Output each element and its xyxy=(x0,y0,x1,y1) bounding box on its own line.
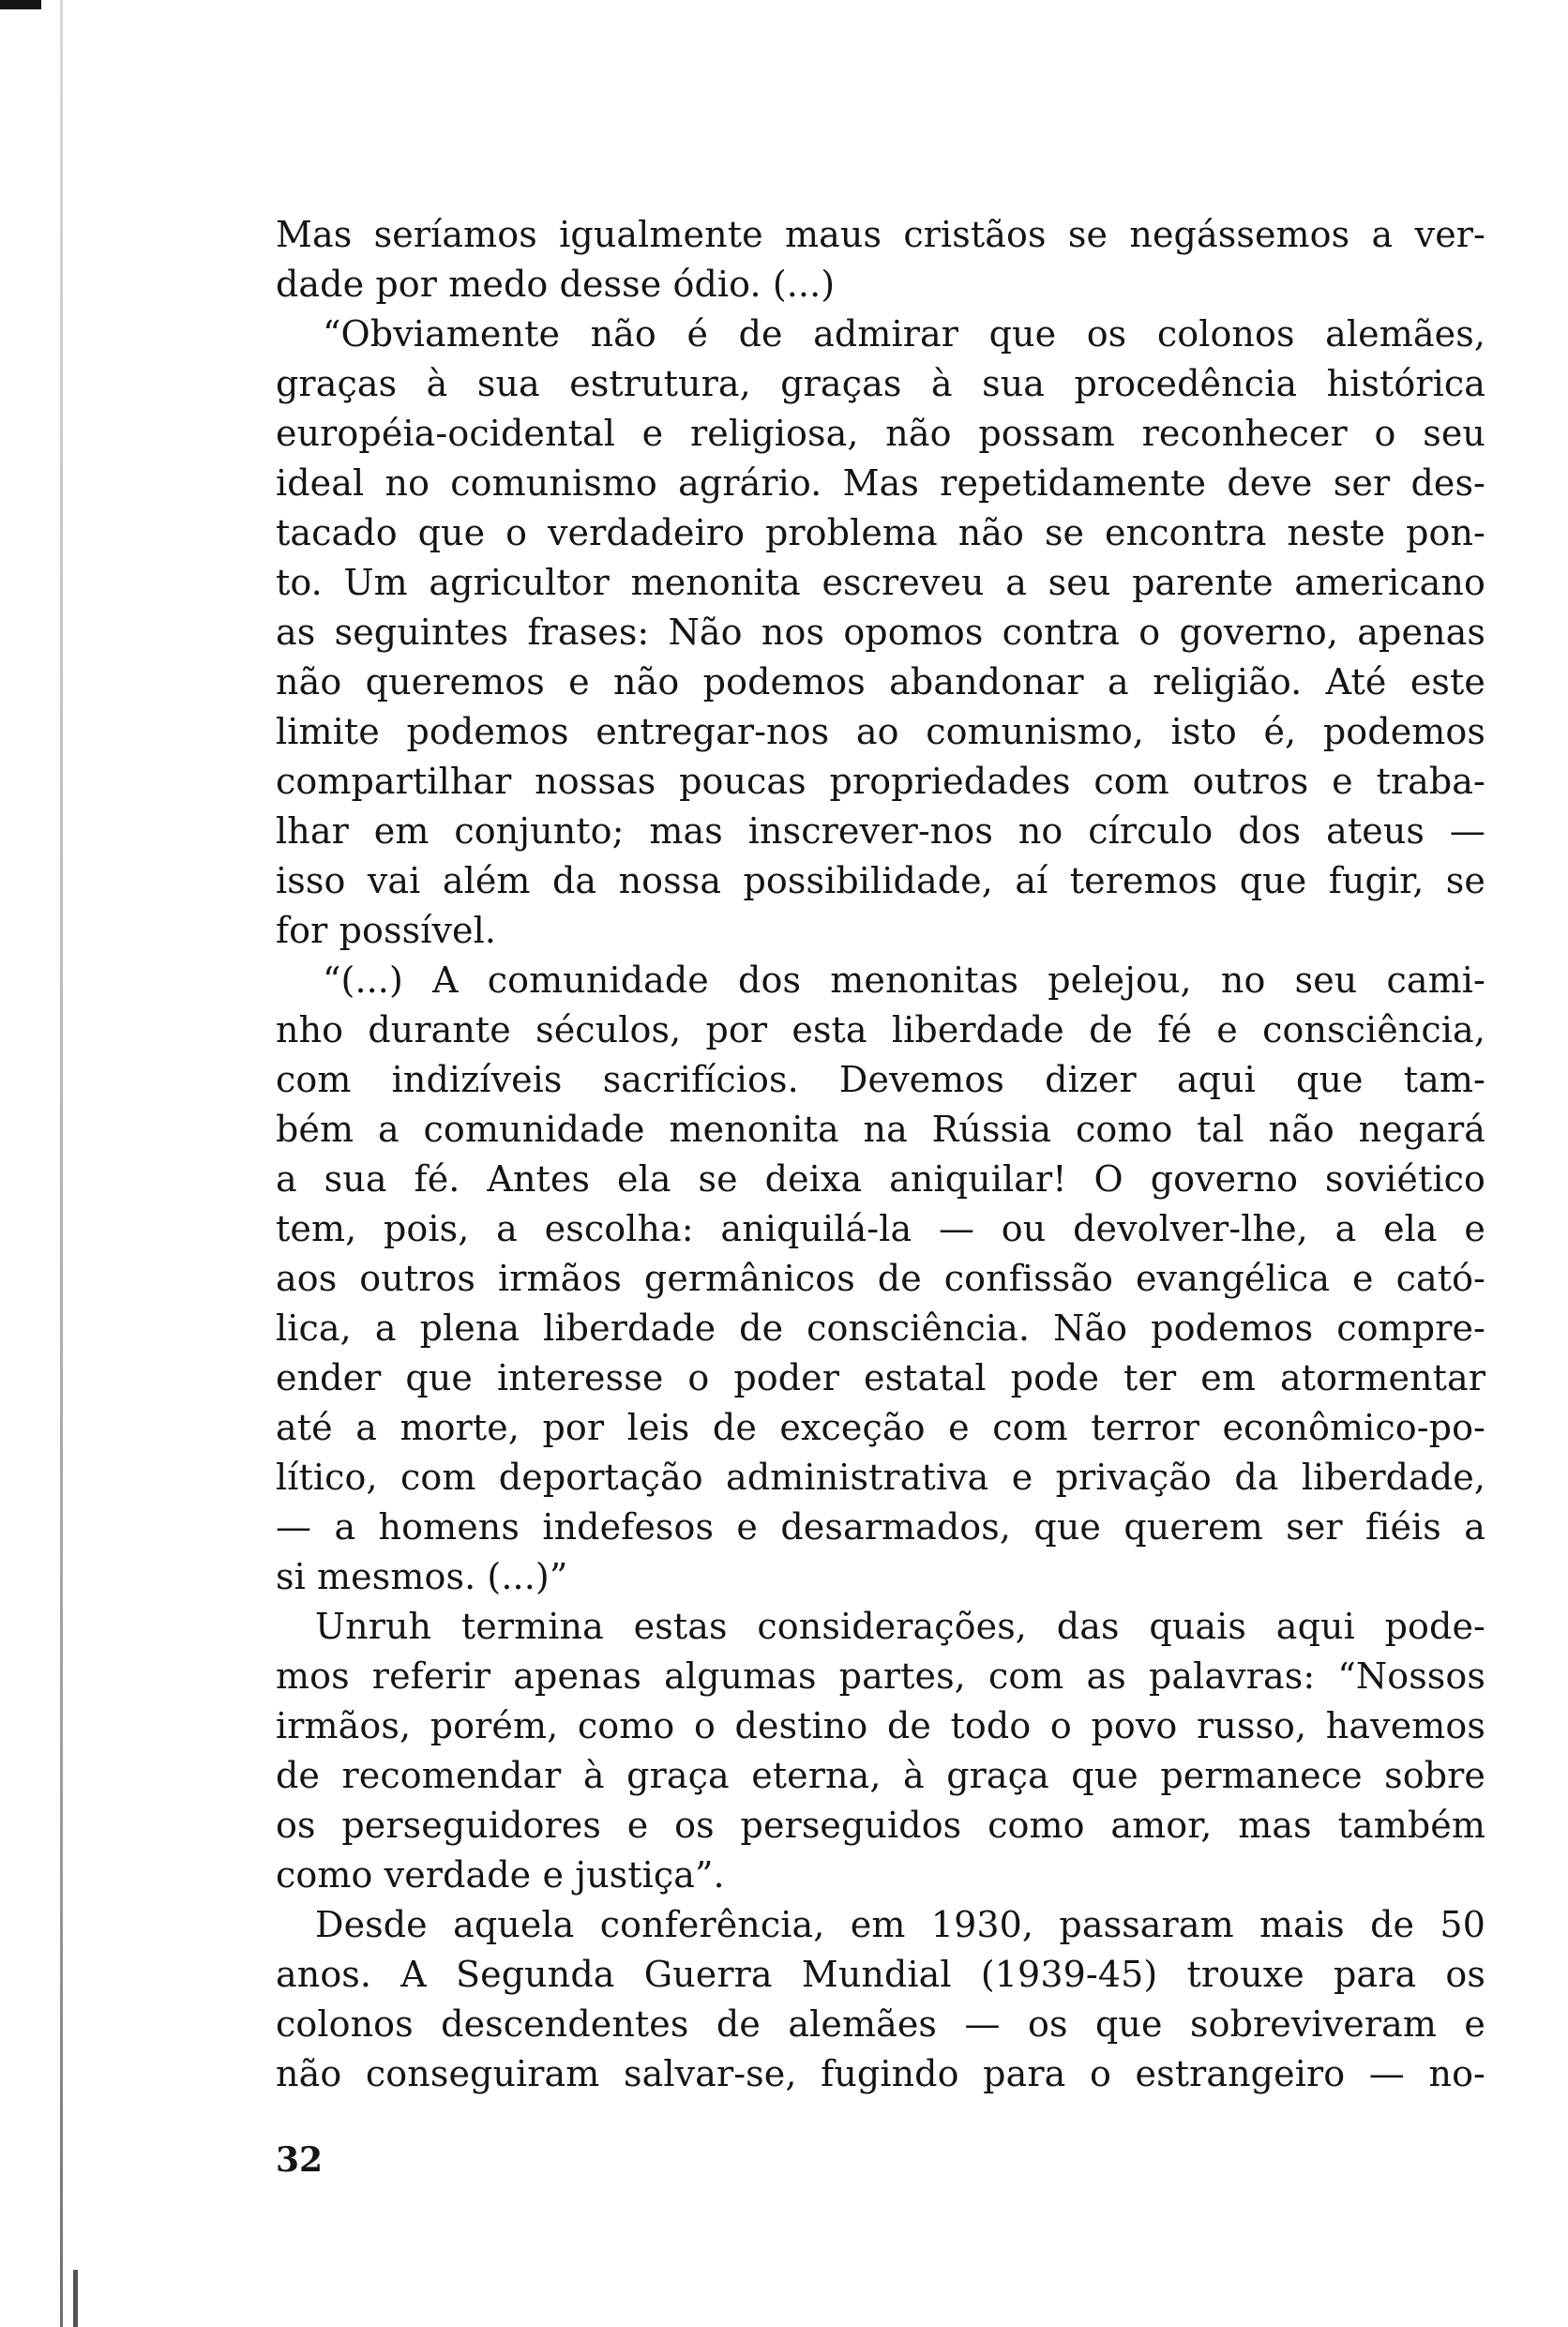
text-line: to. Um agricultor menonita escreveu a seu parente americano xyxy=(276,562,1485,603)
text-line: as seguintes frases: Não nos opomos contra o governo, apenas xyxy=(276,612,1485,653)
text-line: tem, pois, a escolha: aniquilá-la — ou devolver-lhe, a ela e xyxy=(276,1208,1485,1249)
text-line: for possível. xyxy=(276,910,497,951)
text-line: irmãos, porém, como o destino de todo o povo russo, havemos xyxy=(276,1705,1485,1746)
text-line: bém a comunidade menonita na Rússia como tal não negará xyxy=(276,1109,1485,1150)
text-line: Unruh termina estas considerações, das quais aqui pode- xyxy=(315,1606,1485,1647)
text-line: os perseguidores e os perseguidos como amor, mas também xyxy=(276,1805,1485,1846)
book-spine-shadow xyxy=(60,0,63,2327)
page-body-text xyxy=(276,210,1485,2099)
text-line: isso vai além da nossa possibilidade, aí teremos que fugir, se xyxy=(276,860,1485,901)
page-number: 32 xyxy=(276,2140,324,2180)
text-line: a sua fé. Antes ela se deixa aniquilar! O governo soviético xyxy=(276,1158,1485,1200)
text-line: de recomendar à graça eterna, à graça que permanece sobre xyxy=(276,1755,1485,1796)
scan-edge-mark xyxy=(0,0,41,9)
book-spine-edge xyxy=(73,2270,78,2327)
text-line: não conseguiram salvar-se, fugindo para o estrangeiro — no- xyxy=(276,2053,1485,2094)
text-line: ideal no comunismo agrário. Mas repetidamente deve ser des- xyxy=(276,462,1485,504)
text-line: lica, a plena liberdade de consciência. Não podemos compre- xyxy=(276,1307,1485,1349)
text-line: tacado que o verdadeiro problema não se encontra neste pon- xyxy=(276,512,1485,553)
text-line: até a morte, por leis de exceção e com terror econômico-po- xyxy=(276,1407,1485,1448)
text-line: compartilhar nossas poucas propriedades com outros e traba- xyxy=(276,761,1485,802)
text-line: não queremos e não podemos abandonar a religião. Até este xyxy=(276,661,1485,703)
text-line: com indizíveis sacrifícios. Devemos dizer aqui que tam- xyxy=(276,1059,1485,1100)
text-line: Desde aquela conferência, em 1930, passaram mais de 50 xyxy=(315,1904,1485,1945)
text-line: ender que interesse o poder estatal pode ter em atormentar xyxy=(276,1357,1485,1398)
text-line: “Obviamente não é de admirar que os colonos alemães, xyxy=(323,313,1485,355)
text-line: — a homens indefesos e desarmados, que querem ser fiéis a xyxy=(276,1506,1485,1548)
text-line: européia-ocidental e religiosa, não possam reconhecer o seu xyxy=(276,413,1485,454)
text-line: lítico, com deportação administrativa e privação da liberdade, xyxy=(276,1457,1485,1498)
text-line: aos outros irmãos germânicos de confissão evangélica e cató- xyxy=(276,1258,1485,1299)
text-line: graças à sua estrutura, graças à sua procedência histórica xyxy=(276,363,1485,404)
text-line: anos. A Segunda Guerra Mundial (1939-45) trouxe para os xyxy=(276,1954,1485,1995)
text-line: si mesmos. (...)” xyxy=(276,1556,568,1597)
text-line: Mas seríamos igualmente maus cristãos se negássemos a ver- xyxy=(276,214,1485,255)
text-line: limite podemos entregar-nos ao comunismo, isto é, podemos xyxy=(276,711,1485,752)
text-line: lhar em conjunto; mas inscrever-nos no círculo dos ateus — xyxy=(276,810,1485,852)
text-line: nho durante séculos, por esta liberdade de fé e consciência, xyxy=(276,1009,1485,1050)
text-line: como verdade e justiça”. xyxy=(276,1854,725,1896)
text-line: “(...) A comunidade dos menonitas pelejou, no seu cami- xyxy=(323,960,1485,1001)
text-line: colonos descendentes de alemães — os que sobreviveram e xyxy=(276,2003,1485,2045)
text-line: mos referir apenas algumas partes, com as palavras: “Nossos xyxy=(276,1655,1485,1697)
text-line: dade por medo desse ódio. (...) xyxy=(276,264,836,305)
